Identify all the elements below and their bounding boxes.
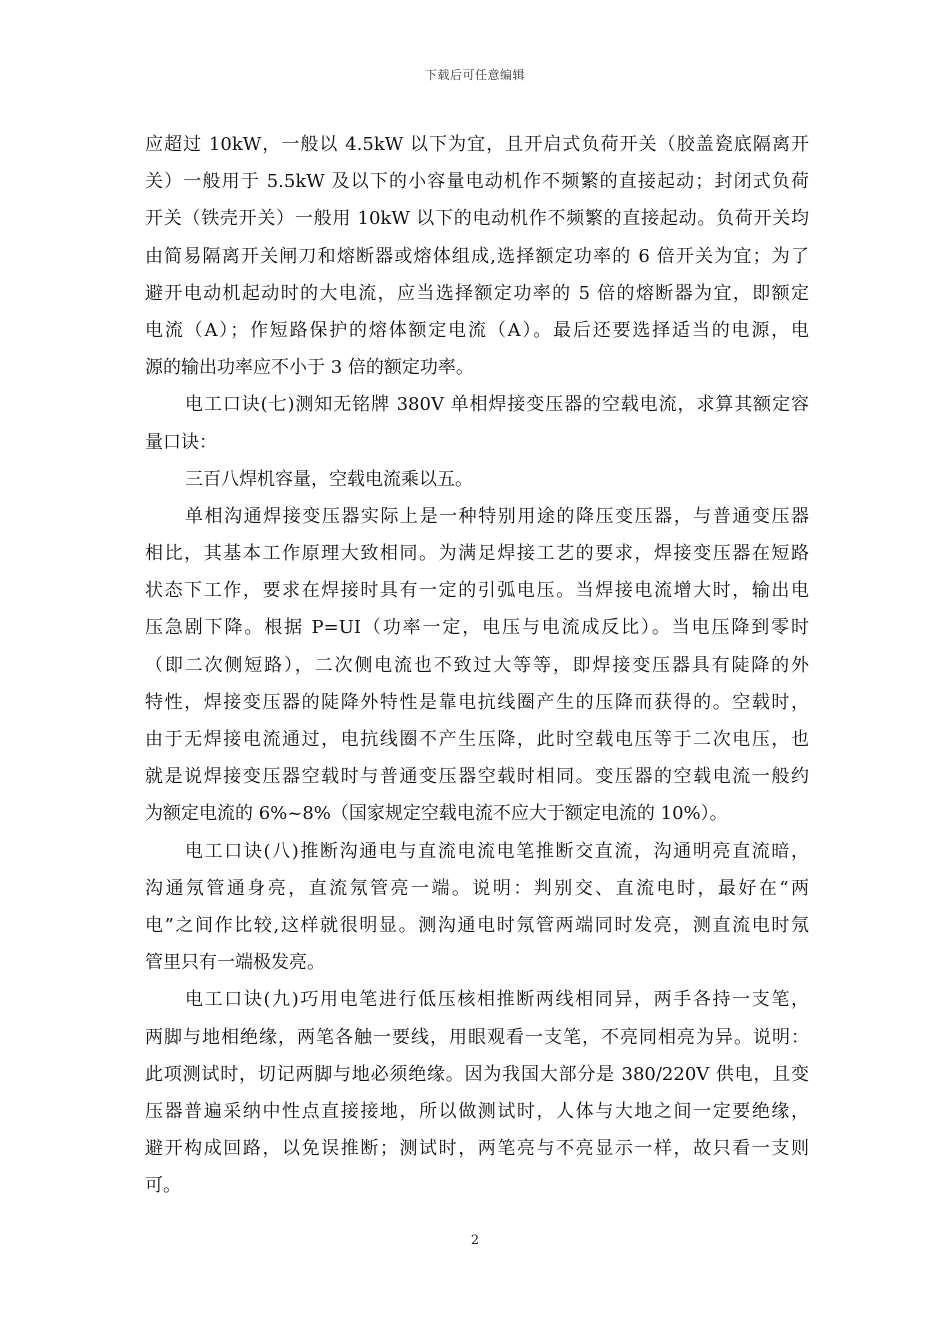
text-line: 源的输出功率应不小于 3 倍的额定功率。 <box>145 357 474 379</box>
text-line: 开关（铁壳开关）一般用 10kW 以下的电动机作不频繁的直接起动。负荷开关均 <box>145 208 809 230</box>
text-line: 由于无焊接电流通过，电抗线圈不产生压降，此时空载电压等于二次电压，也 <box>145 729 809 750</box>
text-line: 电工口诀(七)测知无铭牌 380V 单相焊接变压器的空载电流，求算其额定容 <box>185 394 809 416</box>
text-line: 相比，其基本工作原理大致相同。为满足焊接工艺的要求，焊接变压器在短路 <box>145 543 809 565</box>
page-number: 2 <box>470 1233 480 1248</box>
text-line: 由简易隔离开关闸刀和熔断器或熔体组成,选择额定功率的 6 倍开关为宜；为了 <box>145 245 809 267</box>
paragraph <box>145 386 809 460</box>
text-line: 特性，焊接变压器的陡降外特性是靠电抗线圈产生的压降而获得的。空载时， <box>145 691 809 713</box>
text-line: 电工口诀(九)巧用电笔进行低压核相推断两线相同异，两手各持一支笔， <box>185 989 809 1011</box>
text-line: 此项测试时，切记两脚与地必须绝缘。因为我国大部分是 380/220V 供电，且变 <box>145 1063 809 1085</box>
text-line: 避开构成回路，以免误推断；测试时，两笔亮与不亮显示一样，故只看一支则 <box>145 1138 809 1160</box>
text-line: 压器普遍采纳中性点直接接地，所以做测试时，人体与大地之间一定要绝缘， <box>145 1100 809 1122</box>
text-line: 三百八焊机容量，空载电流乘以五。 <box>185 468 473 490</box>
text-line: 沟通氖管通身亮，直流氖管亮一端。说明：判别交、直流电时，最好在“两 <box>145 877 809 899</box>
text-line: 状态下工作，要求在焊接时具有一定的引弧电压。当焊接电流增大时，输出电 <box>145 580 809 602</box>
text-line: 压急剧下降。根据 P=UI（功率一定，电压与电流成反比）。当电压降到零时 <box>145 617 809 639</box>
text-line: 可。 <box>145 1175 181 1197</box>
text-line: 避开电动机起动时的大电流，应当选择额定功率的 5 倍的熔断器为宜，即额定 <box>145 282 809 304</box>
text-line: 电”之间作比较,这样就很明显。测沟通电时氖管两端同时发亮，测直流电时氖 <box>145 914 809 936</box>
text-line: 就是说焊接变压器空载时与普通变压器空载时相同。变压器的空载电流一般约 <box>145 766 809 788</box>
paragraph <box>145 498 809 833</box>
paragraph <box>145 461 809 498</box>
text-line: 电工口诀(八)推断沟通电与直流电流电笔推断交直流，沟通明亮直流暗， <box>185 840 809 862</box>
text-line: 为额定电流的 6%~8%（国家规定空载电流不应大于额定电流的 10%）。 <box>145 803 728 825</box>
paragraph <box>145 833 809 982</box>
text-line: 关）一般用于 5.5kW 及以下的小容量电动机作不频繁的直接起动；封闭式负荷 <box>145 171 809 193</box>
text-line: 管里只有一端极发亮。 <box>145 952 325 974</box>
text-line: 电流（A）；作短路保护的熔体额定电流（A）。最后还要选择适当的电源，电 <box>145 319 809 341</box>
paragraph <box>145 981 809 1204</box>
text-line: 单相沟通焊接变压器实际上是一种特别用途的降压变压器，与普通变压器 <box>185 505 809 527</box>
text-line: （即二次侧短路），二次侧电流也不致过大等等，即焊接变压器具有陡降的外 <box>145 654 809 676</box>
paragraph <box>145 126 809 386</box>
text-line: 应超过 10kW，一般以 4.5kW 以下为宜，且开启式负荷开关（胶盖瓷底隔离开 <box>145 134 809 155</box>
document-body <box>145 126 809 1204</box>
page-header: 下载后可任意编辑 <box>424 68 525 82</box>
text-line: 量口诀： <box>145 431 217 453</box>
text-line: 两脚与地相绝缘，两笔各触一要线，用眼观看一支笔，不亮同相亮为异。说明： <box>145 1026 809 1048</box>
